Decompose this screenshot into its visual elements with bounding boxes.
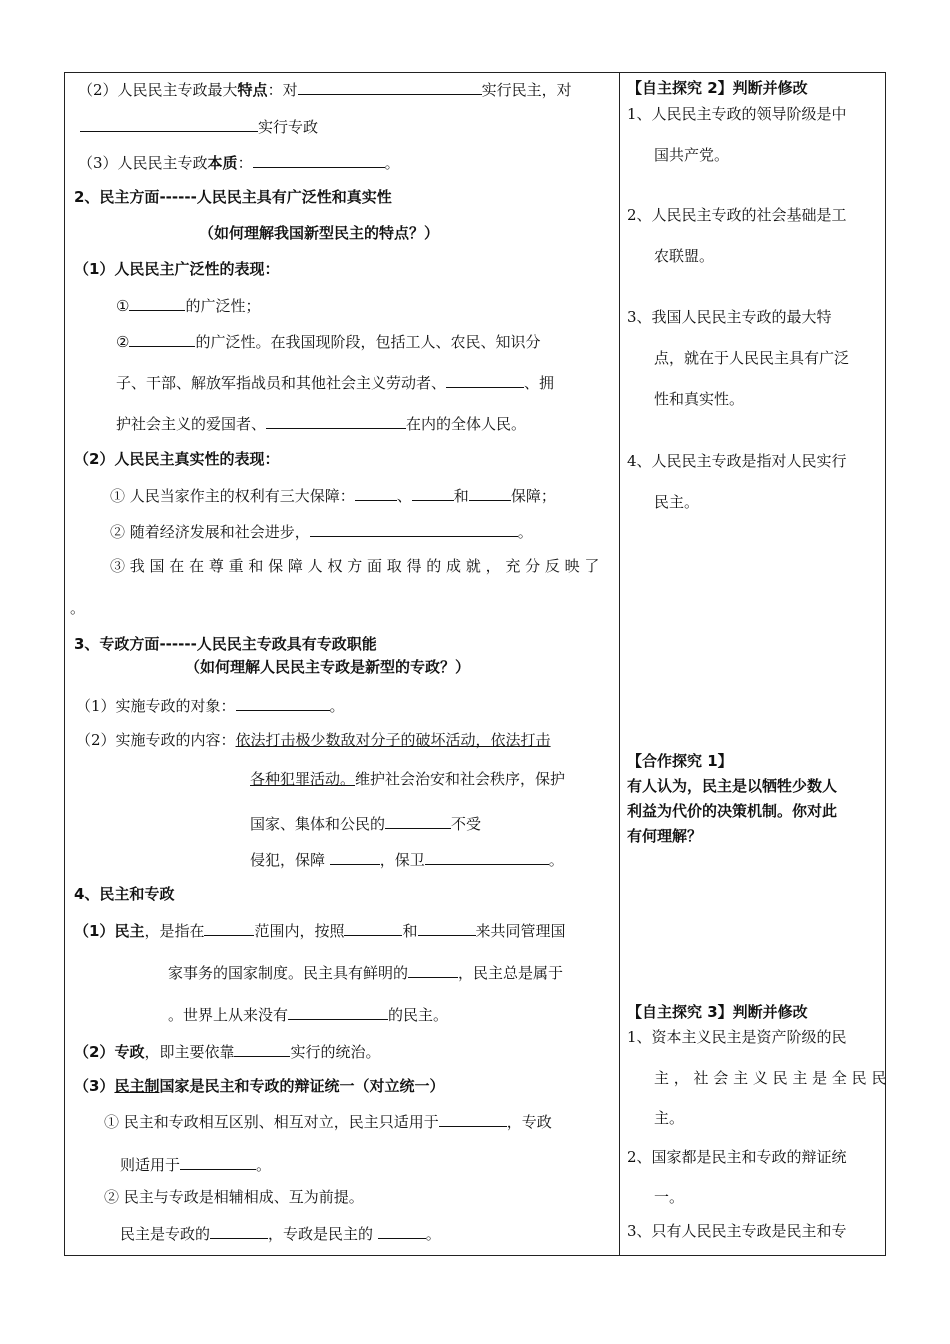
democracy-def-3	[168, 1003, 448, 1025]
feature-mid: 实行民主，对	[481, 81, 572, 99]
section-2-question: （如何理解我国新型民主的特点？）	[199, 224, 440, 242]
explore-2-item-1: 1、人民民主专政的领导阶级是中	[627, 105, 847, 123]
text: 和	[402, 922, 418, 940]
democracy-def-1	[74, 919, 566, 941]
section-4-heading: 4、民主和专政	[74, 885, 175, 903]
dictatorship-def	[74, 1040, 380, 1062]
blank[interactable]	[266, 412, 406, 429]
text: 不受	[451, 815, 482, 833]
text: 范围内，按照	[254, 922, 345, 940]
truth-item-1	[110, 484, 556, 506]
text: 保障；	[510, 487, 556, 505]
text: ，即主要依靠	[144, 1043, 235, 1061]
truth-item-3: ③ 我 国 在 在 尊 重 和 保 障 人 权 方 面 取 得 的 成 就 ， 充 分 反 映 了	[110, 557, 600, 575]
cooperate-1-line-2: 利益为代价的决策机制。你对此	[627, 802, 838, 820]
text: 则适用于	[120, 1156, 181, 1174]
section-2-heading: 2、民主方面------人民民主具有广泛性和真实性	[74, 188, 392, 206]
explore-3-item-2-cont: 一。	[654, 1188, 685, 1206]
text: 护社会主义的爱国者、	[116, 415, 267, 433]
column-divider	[619, 72, 620, 1256]
text: 。	[517, 523, 533, 541]
blank[interactable]	[310, 520, 518, 537]
text: 的广泛性；	[185, 297, 261, 315]
breadth-item-1	[116, 294, 260, 316]
text: 。	[329, 697, 345, 715]
blank[interactable]	[129, 330, 195, 347]
unity-item-1	[104, 1110, 552, 1132]
explore-2-item-1-cont: 国共产党。	[654, 146, 730, 164]
essence-end: 。	[384, 154, 400, 172]
explore-3-heading: 【自主探究 3】判断并修改	[627, 1003, 808, 1021]
text: 的广泛性。在我国现阶段，包括工人、农民、知识分	[195, 333, 541, 351]
text: 、	[396, 487, 412, 505]
text: 和	[453, 487, 469, 505]
breadth-item-2	[116, 330, 540, 352]
explore-3-item-2: 2、国家都是民主和专政的辩证统	[627, 1148, 847, 1166]
feature-colon: ：对	[267, 81, 298, 99]
blank[interactable]	[446, 371, 524, 388]
blank[interactable]	[298, 78, 482, 95]
dictatorship-content	[76, 730, 551, 750]
blank[interactable]	[253, 151, 385, 168]
blank[interactable]	[330, 848, 380, 865]
truth-item-2	[110, 520, 533, 542]
blank[interactable]	[204, 919, 254, 936]
cooperate-1-line-1: 有人认为，民主是以牺牲少数人	[627, 777, 838, 795]
text: （1）	[74, 922, 115, 940]
text: ，专政	[506, 1113, 552, 1131]
dictatorship-content-3	[250, 812, 481, 834]
explore-3-item-1: 1、资本主义民主是资产阶级的民	[627, 1028, 847, 1046]
text: 实行的统治。	[290, 1043, 381, 1061]
blank[interactable]	[355, 484, 397, 501]
blank[interactable]	[344, 919, 402, 936]
text: 侵犯，保障	[250, 851, 330, 869]
feature-line-2	[80, 115, 318, 137]
blank[interactable]	[418, 919, 476, 936]
dictatorship-content-2	[250, 769, 565, 789]
section-3-heading: 3、专政方面------人民民主专政具有专政职能	[74, 635, 377, 653]
blank[interactable]	[129, 294, 185, 311]
unity-item-2-cont	[120, 1222, 441, 1244]
text: 来共同管理国	[475, 922, 566, 940]
blank[interactable]	[408, 961, 458, 978]
text: 子、干部、解放军指战员和其他社会主义劳动者、	[116, 374, 447, 392]
text: ，专政是民主的	[268, 1225, 378, 1243]
text: 家事务的国家制度。民主具有鲜明的	[168, 964, 409, 982]
breadth-heading: （1）人民民主广泛性的表现：	[74, 260, 280, 278]
underlined-keyword: 民主制	[114, 1077, 160, 1095]
underlined-text: 各种犯罪活动。	[250, 770, 356, 788]
explore-2-heading: 【自主探究 2】判断并修改	[627, 79, 808, 97]
text: ① 人民当家作主的权利有三大保障：	[110, 487, 355, 505]
blank[interactable]	[180, 1153, 256, 1170]
text: 维护社会治安和社会秩序，保护	[355, 770, 566, 788]
blank[interactable]	[80, 115, 258, 132]
blank[interactable]	[210, 1222, 268, 1239]
text: （2）	[74, 1043, 115, 1061]
essence-line	[78, 151, 400, 173]
text: （2）实施专政的内容：	[76, 731, 236, 749]
keyword: 民主	[114, 922, 145, 940]
marker: ②	[116, 333, 130, 351]
feature-prefix: （2）人民民主专政最大	[78, 81, 238, 99]
section-3-question: （如何理解人民民主专政是新型的专政？）	[185, 658, 471, 676]
truth-item-3-end: 。	[70, 599, 86, 617]
blank[interactable]	[288, 1003, 388, 1020]
text: 国家是民主和专政的辩证统一（对立统一）	[159, 1077, 445, 1095]
essence-prefix: （3）人民民主专政	[78, 154, 208, 172]
explore-2-item-2-cont: 农联盟。	[654, 247, 715, 265]
text: （3）	[74, 1077, 115, 1095]
text: 。世界上从来没有	[168, 1006, 289, 1024]
unity-heading	[74, 1076, 444, 1096]
explore-2-item-3-cont: 点，就在于人民民主具有广泛	[654, 349, 850, 367]
text: 国家、集体和公民的	[250, 815, 386, 833]
unity-item-2: ② 民主与专政是相辅相成、互为前提。	[104, 1188, 364, 1206]
text: （1）实施专政的对象：	[76, 697, 236, 715]
text: 。	[548, 851, 564, 869]
explore-2-item-4: 4、人民民主专政是指对人民实行	[627, 452, 847, 470]
democracy-def-2	[168, 961, 563, 983]
blank[interactable]	[439, 1110, 507, 1127]
explore-2-item-3: 3、我国人民民主专政的最大特	[627, 308, 832, 326]
blank[interactable]	[469, 484, 511, 501]
blank[interactable]	[378, 1222, 426, 1239]
text: ，保卫	[379, 851, 425, 869]
explore-2-item-3-end: 性和真实性。	[654, 390, 745, 408]
text: 、拥	[524, 374, 555, 392]
unity-item-1-end	[120, 1153, 271, 1175]
text: 。	[425, 1225, 441, 1243]
blank[interactable]	[425, 848, 549, 865]
text: 民主是专政的	[120, 1225, 211, 1243]
marker: ①	[116, 297, 130, 315]
feature-line	[78, 78, 572, 100]
text: 的民主。	[388, 1006, 449, 1024]
keyword: 专政	[114, 1043, 145, 1061]
blank[interactable]	[385, 812, 451, 829]
blank[interactable]	[236, 694, 330, 711]
explore-3-item-1-end: 主。	[654, 1109, 685, 1127]
explore-2-item-4-cont: 民主。	[654, 493, 700, 511]
dictatorship-content-4	[250, 848, 564, 870]
cooperate-1-heading: 【合作探究 1】	[627, 752, 733, 770]
cooperate-1-line-3: 有何理解？	[627, 827, 703, 845]
breadth-item-2-end	[116, 412, 526, 434]
text: ② 随着经济发展和社会进步，	[110, 523, 310, 541]
text: ① 民主和专政相互区别、相互对立，民主只适用于	[104, 1113, 439, 1131]
essence-colon: ：	[237, 154, 253, 172]
text: 。	[256, 1156, 272, 1174]
explore-3-item-1-cont: 主 ， 社 会 主 义 民 主 是 全 民 民	[654, 1069, 887, 1087]
underlined-text: 依法打击极少数敌对分子的破坏活动，依法打击	[235, 731, 551, 749]
blank[interactable]	[234, 1040, 290, 1057]
text: ，民主总是属于	[458, 964, 564, 982]
breadth-item-2-cont	[116, 371, 554, 393]
explore-3-item-3: 3、只有人民民主专政是民主和专	[627, 1222, 847, 1240]
text: ，是指在	[144, 922, 205, 940]
text: 在内的全体人民。	[406, 415, 527, 433]
truth-heading: （2）人民民主真实性的表现：	[74, 450, 280, 468]
feature-end: 实行专政	[258, 118, 319, 136]
feature-keyword: 特点	[237, 81, 268, 99]
blank[interactable]	[412, 484, 454, 501]
dictatorship-target	[76, 694, 345, 716]
essence-keyword: 本质	[207, 154, 238, 172]
explore-2-item-2: 2、人民民主专政的社会基础是工	[627, 206, 847, 224]
